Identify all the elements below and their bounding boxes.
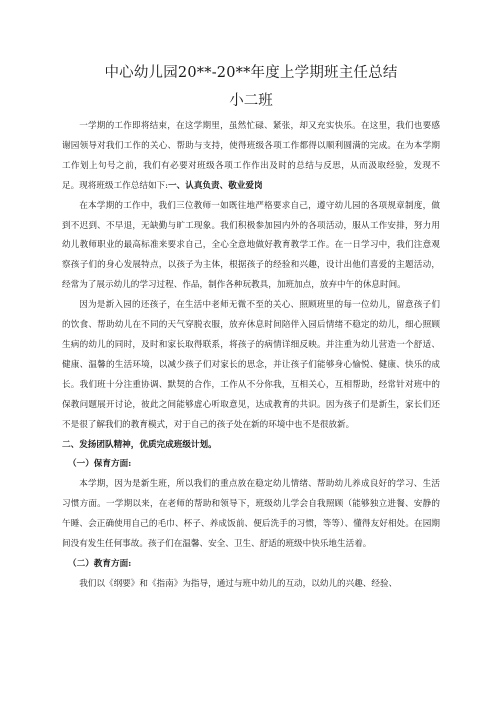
- subsection-education-heading: （二）教育方面:: [68, 558, 132, 569]
- section-1-heading: 一、认真负责、敬业爱岗: [168, 180, 263, 191]
- paragraph-3: 本学期，因为是新生班，所以我们的重点放在稳定幼儿情绪、帮助幼儿养成良好的学习、生活习惯方面。一学期以来，在老师的帮助和领导下，班级幼儿学会自我照顾（能够独立进餐、安静的午睡、会正确使用自己的毛巾、杯子、养成饭前、便后洗手的习惯，等等）、懂得友好相处。在园期间没有发生任何事故。孩子们在温馨、安全、卫生、舒适的班级中快乐地生活着。: [62, 479, 440, 550]
- document-title: 中心幼儿园20**-20**年度上学期班主任总结: [104, 65, 398, 81]
- intro-paragraph: [62, 117, 440, 197]
- section-2-heading: 二、发扬团队精神，优质完成班级计划。: [62, 439, 217, 450]
- document-subtitle: 小二班: [229, 93, 273, 109]
- subsection-childcare-heading: （一）保育方面:: [68, 459, 132, 470]
- paragraph-2: 因为是新入园的还孩子，在生活中老师无微不至的关心、照顾班里的每一位幼儿，留意孩子们的饮食、帮助幼儿在不同的天气穿脱衣服，放弃休息时间陪伴入园后情绪不稳定的幼儿，细心照顾生病的幼儿的同时，及时和家长取得联系，将孩子的病情详细反映。并注重为幼儿营造一个舒适、健康、温馨的生活环境，以减少孩子们对家长的思念，并让孩子们能够身心愉悦、健康、快乐的成长。我们班十分注重协调、默契的合作，工作从不分你我，互相关心，互相帮助，经常针对班中的保教问题展开讨论，彼此之间能够虚心听取意见，达成教育的共识。因为孩子们是新生，家长们还不是很了解我们的教育模式，对于自己的孩子处在新的环境中也不是很放新。: [62, 300, 440, 430]
- paragraph-4: 我们以《纲要》和《指南》为指导，通过与班中幼儿的互动，以幼儿的兴趣、经验、: [79, 578, 398, 589]
- intro-text: 一学期的工作即将结束，在这学期里，虽然忙碌、紧张，却又充实快乐。在这里，我们也要感谢园领导对我们工作的关心、帮助与支持，使得班级各项工作都得以顺利圆满的完成。在为本学期工作划上句号之前，我们有必要对班级各项工作作出及时的总结与反思，从而汲取经验，发现不足。现将班级工作总结如下:: [62, 121, 440, 191]
- paragraph-1: 在本学期的工作中，我们三位教师一如既往地严格要求自己，遵守幼儿园的各项规章制度，做到不迟到、不早退，无缺勤与旷工现象。我们积极参加园内外的各项活动，服从工作安排，努力用幼儿教师职业的最高标准来要求自己，全心全意地做好教育教学工作。在一日学习中，我们注意观察孩子们的身心发展特点，以孩子为主体，根据孩子的经验和兴趣，设计出他们喜爱的主题活动，经常为了展示幼儿的学习过程、作品，制作各种玩教具，加班加点，放弃中午的休息时间。: [62, 200, 440, 291]
